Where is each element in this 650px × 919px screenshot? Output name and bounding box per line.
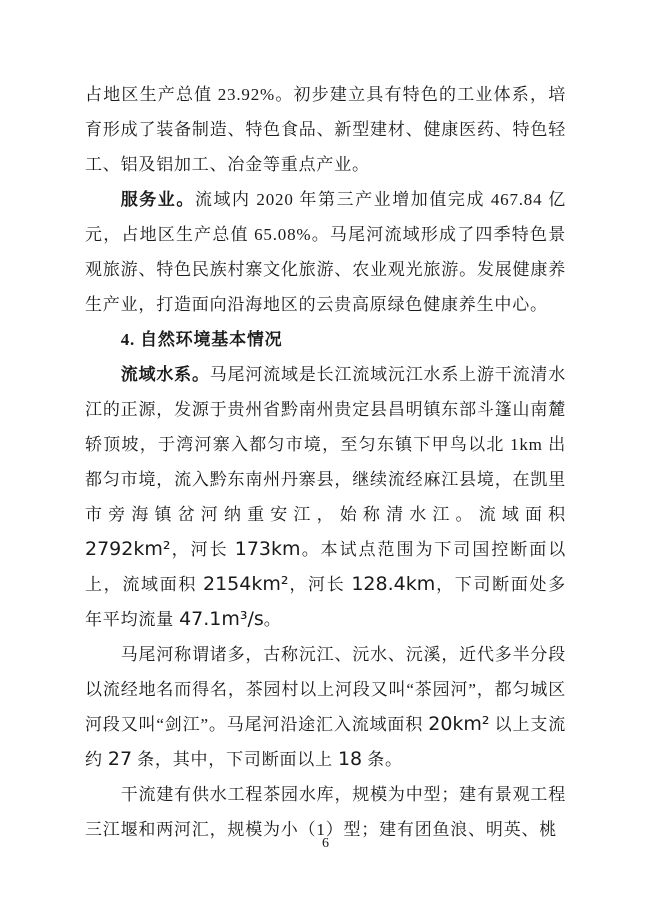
text-run: 20km²: [428, 713, 490, 735]
text-run: 。: [263, 610, 282, 629]
paragraph-river-system: [85, 357, 566, 637]
paragraph-service-industry: [85, 182, 566, 322]
text-run: 占地区生产总值 23.92%。初步建立具有特色的工业体系，培育形成了装备制造、特色食品、新型建材、健康医药、特色轻工、铝及铝加工、冶金等重点产业。: [85, 85, 566, 174]
text-run: 2154km²: [203, 573, 289, 595]
text-run: 2792km²: [85, 538, 171, 560]
section-heading-natural-environment: [85, 322, 566, 357]
text-run: 流域水系。: [120, 365, 210, 384]
text-run: 4. 自然环境基本情况: [120, 330, 283, 349]
text-run: 条，其中，下司断面以上: [132, 750, 338, 769]
text-run: 173km: [234, 538, 301, 560]
text-run: 服务业。: [120, 190, 195, 209]
text-run: ，河长: [170, 540, 235, 559]
text-run: 马尾河称谓诸多，古称沅江、沅水、沅溪，近代多半分段以流经地名而得名，茶园村以上河段又叫“茶园河”，都匀城区河段又叫“剑江”。马尾河沿途汇入流域面积: [85, 645, 566, 734]
text-run: 18: [337, 748, 363, 770]
paragraph-river-names: [85, 637, 566, 777]
text-run: 干流建有供水工程茶园水库，规模为中型；建有景观工程三江堰和两河汇，规模为小（1）型；建有团鱼浪、明英、桃: [85, 785, 566, 839]
text-run: ，下司断面处多年平均流量: [85, 575, 566, 629]
text-run: 47.1m³/s: [179, 608, 264, 630]
paragraph-industry-continued: [85, 77, 566, 182]
page-number: 6: [322, 836, 329, 851]
document-body: [85, 77, 566, 847]
text-run: 以上支流约: [85, 715, 567, 769]
text-run: 。本试点范围为下司国控断面以上，流域面积: [85, 540, 566, 594]
text-run: 流域内 2020 年第三产业增加值完成 467.84 亿元，占地区生产总值 65.08%。马尾河流域形成了四季特色景观旅游、特色民族村寨文化旅游、农业观光旅游。发展健康养生产业，打造面向沿海地区的云贵高原绿色健康养生中心。: [85, 190, 567, 314]
text-run: ，河长: [288, 575, 352, 594]
text-run: 条。: [362, 750, 403, 769]
text-run: 马尾河流域是长江流域沅江水系上游干流清水江的正源，发源于贵州省黔南州贵定县昌明镇东部斗篷山南麓轿顶坡，于湾河寨入都匀市境，至匀东镇下甲鸟以北 1km 出都匀市境，流入黔东南州丹寨县，继续流经麻江县境，在凯里市旁海镇岔河纳重安江，始称清水江。流域面积: [85, 365, 567, 524]
text-run: 27: [107, 748, 133, 770]
text-run: 128.4km: [351, 573, 436, 595]
